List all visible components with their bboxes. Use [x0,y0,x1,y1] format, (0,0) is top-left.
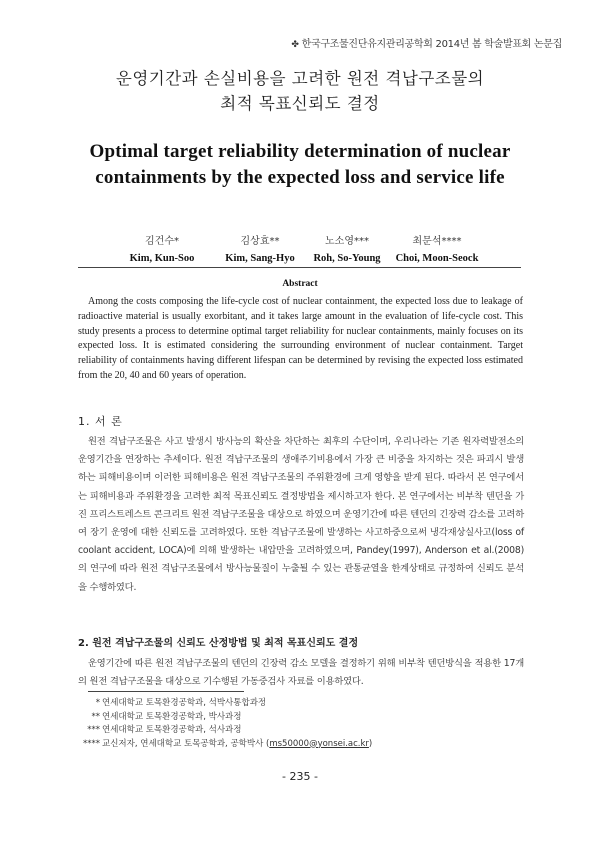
footnote [78,711,498,725]
korean-title-line: 최적 목표신뢰도 결정 [220,94,380,113]
section-heading: 2. 원전 격납구조물의 신뢰도 산정방법 및 최적 목표신뢰도 결정 [78,638,359,649]
author-korean-name: 김상효** [240,236,280,247]
author-english-name: Kim, Kun-Soo [129,253,195,264]
section-body: 원전 격납구조물은 사고 발생시 방사능의 확산을 차단하는 최후의 수단이며, 우리나라는 기존 원자력발전소의 운영기간을 연장하는 추세이다. 원전 격납구조물의 생애주기비용에서 가장 큰 비중을 차지하는 것은 파괴시 발생하는 피해비용이며 이러한 피해비용은 원전 격납구조물의 주위환경에 크게 영향을 받게 된다. 따라서 본 연구에서는 피해비용과 주위환경을 고려한 최적 목표신뢰도 결정방법을 제시하고자 한다. 본 연구에서는 비부착 텐던을 가진 프리스트레스트 콘크리트 원전 격납구조물을 대상으로 하였으며 운영기간에 따른 텐던의 긴장력 감소를 고려하여 장기 운영에 대한 신뢰도를 고려하였다. 또한 격납구조물에 발생하는 사고하중으로써 냉각재상실사고(loss of coolant accident, LOCA)에 의해 발생하는 내압만을 고려하였으며, Pandey(1997), Anderson et al.(2008)의 연구에 따라 원전 격납구조물에서 방사능물질이 누출될 수 있는 관통균열을 한계상태로 규정하여 신뢰도 분석을 수행하였다. [78,436,524,593]
footnote-mark: *** [87,725,100,735]
author [122,232,202,264]
footnote-mark: * [95,698,100,708]
section-heading: 1. 서 론 [78,415,123,428]
korean-title-line: 운영기간과 손실비용을 고려한 원전 격납구조물의 [115,69,485,88]
english-title-line: containments by the expected loss and service life [95,167,505,188]
footnote-text: 연세대학교 토목환경공학과, 석사과정 [102,725,242,735]
author-english-name: Choi, Moon-Seock [395,253,479,264]
header-text: 한국구조물진단유지관리공학회 2014년 봄 학술발표회 논문집 [301,39,562,50]
author-list [120,232,490,272]
footnote-divider [88,691,244,692]
footnote-text: 연세대학교 토목환경공학과, 석박사통합과정 [102,698,267,708]
email-link[interactable]: ms50000@yonsei.ac.kr [269,738,369,749]
footnote-mark: **** [83,738,100,749]
section-body: 운영기간에 따른 원전 격납구조물의 텐던의 긴장력 감소 모델을 결정하기 위해 비부착 텐던방식을 적용한 17개의 원전 격납구조물을 대상으로 기수행된 가동중검사 자료를 이용하였다. [78,658,524,688]
running-header [291,35,562,50]
footnotes [78,697,498,751]
author-english-name: Kim, Sang-Hyo [225,253,295,264]
horizontal-rule [78,267,521,268]
english-title [0,139,600,191]
author [377,232,497,264]
footnote [78,738,498,752]
author [215,232,305,264]
author-korean-name: 김건수* [145,236,179,247]
abstract-text: Among the costs composing the life-cycle cost of nuclear containment, the expected loss due to leakage of radioactive material is usually exorbitant, and it takes large amount in the evaluation of life-cycle cost. This study presents a process to determine optimal target reliability for nuclear containments, mainly focuses on its expected loss. It is estimated considering the surrounding environment of nuclear containment. Target reliability of containments having different lifespan can be determined by revising the expected loss estimated from the 20, 40 and 60 years of operation. [78,296,523,381]
footnote-text: 연세대학교 토목환경공학과, 박사과정 [102,711,242,722]
author-english-name: Roh, So-Young [313,253,381,264]
korean-title [0,66,600,116]
page-number: - 235 - [282,770,318,783]
footnote [78,724,498,738]
author-korean-name: 노소영*** [325,236,369,247]
author-korean-name: 최문석**** [412,236,462,247]
abstract-heading: Abstract [282,279,318,289]
footnote-close: ) [368,738,373,749]
footnote [78,697,498,711]
header-ornament-icon: ✤ [291,40,299,50]
footnote-mark: ** [91,711,100,722]
english-title-line: Optimal target reliability determination of nuclear [89,141,511,162]
footnote-text: 교신저자, 연세대학교 토목공학과, 공학박사 ( [102,738,270,749]
